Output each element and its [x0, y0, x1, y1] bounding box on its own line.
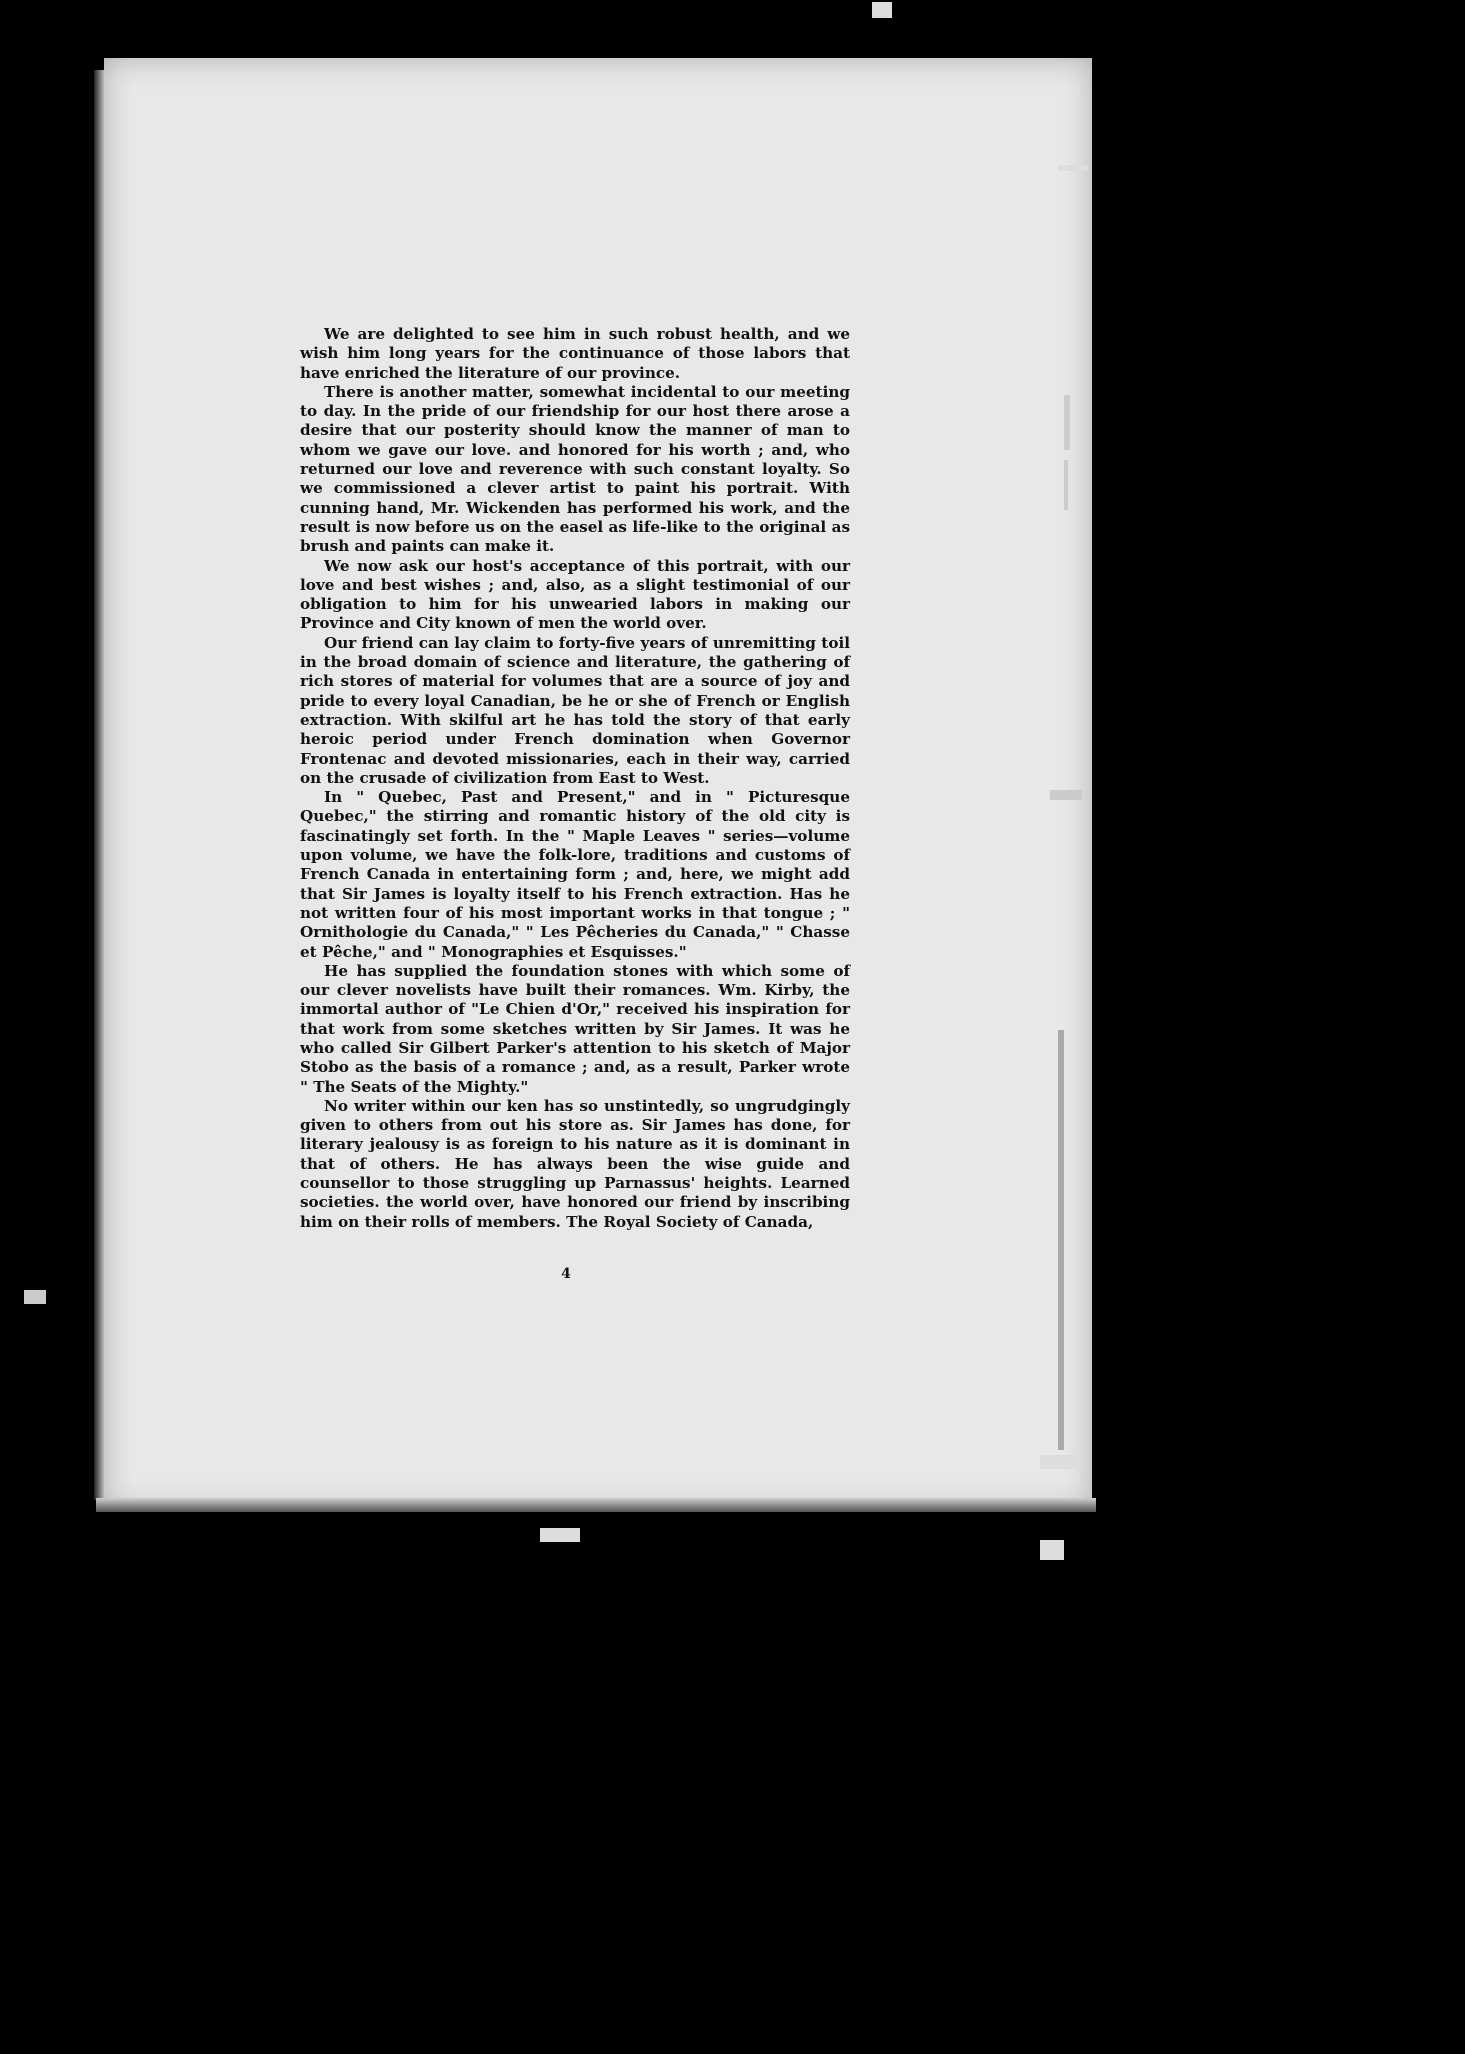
scan-speck	[872, 2, 892, 18]
scan-speck	[1064, 395, 1070, 450]
scan-speck	[1058, 1030, 1064, 1450]
paragraph-1: We are delighted to see him in such robust health, and we wish him long years for the continuance of those labors that have enriched the literature of our province.	[300, 325, 850, 382]
page-number: 4	[561, 1266, 571, 1282]
paragraph-5: In " Quebec, Past and Present," and in " Picturesque Quebec," the stirring and romantic history of the old city is fascinatingly set forth. In the " Maple Leaves " series—volume upon volume, we have the folk-lore, traditions and customs of French Canada in entertaining form ; and, here, we might add that Sir James is loyalty itself to his French extraction. Has he not written four of his most important works in that tongue ; " Ornithologie du Canada," " Les Pêcheries du Canada," " Chasse et Pêche," and " Monographies et Esquisses."	[300, 788, 850, 961]
scan-speck	[1040, 1455, 1078, 1469]
paragraph-2: There is another matter, somewhat incidental to our meeting to day. In the pride of our friendship for our host there arose a desire that our posterity should know the manner of man to whom we gave our love. and honored for his worth ; and, who returned our love and reverence with such constant loyalty. So we commissioned a clever artist to paint his portrait. With cunning hand, Mr. Wickenden has performed his work, and the result is now before us on the easel as life-like to the original as brush and paints can make it.	[300, 382, 850, 556]
page-left-edge	[94, 70, 104, 1500]
paragraph-7: No writer within our ken has so unstintedly, so ungrudgingly given to others from out his store as. Sir James has done, for literary jealousy is as foreign to his nature as it is dominant in that of others. He has always been the wise guide and counsellor to those struggling up Parnassus' heights. Learned societies. the world over, have honored our friend by inscribing him on their rolls of members. The Royal Society of Canada,	[300, 1096, 850, 1231]
scan-speck	[1058, 165, 1088, 171]
scan-speck	[540, 1528, 580, 1542]
page-bottom-edge	[96, 1498, 1096, 1512]
scan-speck	[1050, 790, 1082, 800]
paragraph-4: Our friend can lay claim to forty-five years of unremitting toil in the broad domain of science and literature, the gathering of rich stores of material for volumes that are a source of joy and pride to every loyal Canadian, be he or she of French or English extraction. With skilful art he has told the story of that early heroic period under French domination when Governor Frontenac and devoted missionaries, each in their way, carried on the crusade of civilization from East to West.	[300, 633, 850, 787]
scan-speck	[24, 1290, 46, 1304]
paragraph-6: He has supplied the foundation stones with which some of our clever novelists have built their romances. Wm. Kirby, the immortal author of "Le Chien d'Or," received his inspiration for that work from some sketches written by Sir James. It was he who called Sir Gilbert Parker's attention to his sketch of Major Stobo as the basis of a romance ; and, as a result, Parker wrote " The Seats of the Mighty."	[300, 961, 850, 1096]
scan-speck	[1040, 1540, 1064, 1560]
scan-speck	[1064, 460, 1068, 510]
paragraph-3: We now ask our host's acceptance of this portrait, with our love and best wishes ; and, also, as a slight testimonial of our obligation to him for his unwearied labors in making our Province and City known of men the world over.	[300, 556, 850, 633]
body-text	[300, 325, 850, 1232]
